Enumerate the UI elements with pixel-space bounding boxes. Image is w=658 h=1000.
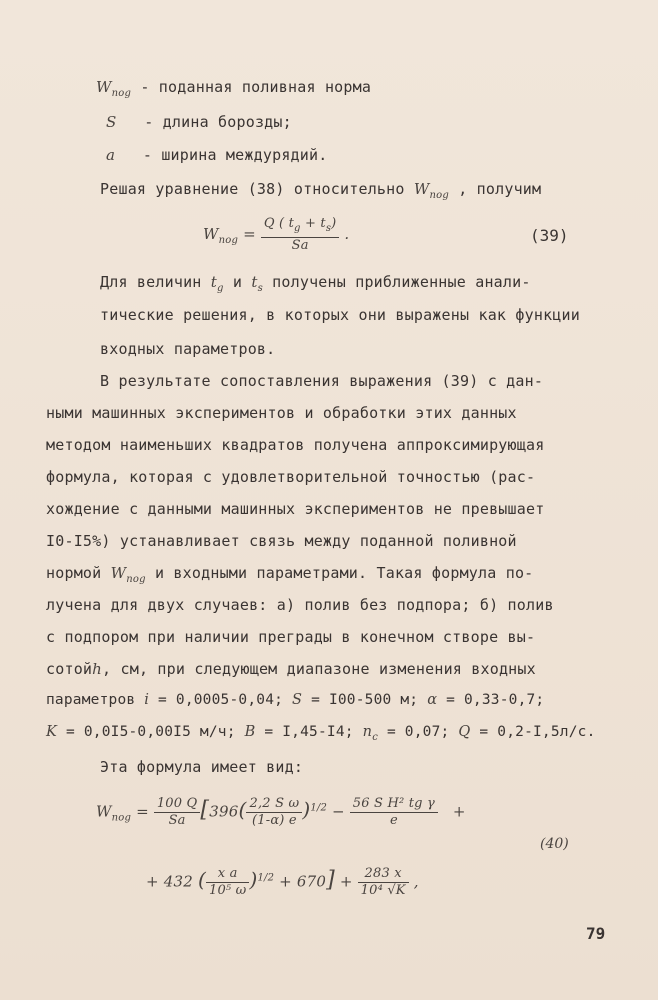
- n-symbol: n: [362, 724, 373, 740]
- para2-line10: сотойh, см, при следующем диапазоне изменения входных: [46, 660, 536, 678]
- t-s-symbol: t: [251, 273, 258, 291]
- equation-39: [203, 216, 349, 254]
- page-number: 79: [586, 924, 606, 943]
- b-symbol: B: [244, 724, 256, 740]
- eq39-numerator: Q ( $t_g + t_s$): [261, 216, 340, 238]
- eq40-lhs: W: [96, 802, 112, 821]
- para1-line2: тические решения, в которых они выражены как функции: [100, 306, 580, 324]
- eq40-fraction-1: $\frac{100 Q}{Sa}$: [154, 796, 201, 829]
- eq40-fraction-2: $\frac{\text{2,2 S ω}}{(1-\alpha) e}$: [246, 796, 302, 829]
- h-symbol: h: [92, 660, 103, 678]
- symbol-s: S: [106, 113, 117, 131]
- para2-line4: формула, которая с удовлетворительной точностью (рас-: [46, 468, 536, 486]
- solving-line-prefix: Решая уравнение (38) относительно: [100, 180, 405, 198]
- eq40-fraction-4: $\frac{\text{x a}}{\text{10⁵ ω}}$: [206, 866, 250, 899]
- solving-line: [100, 180, 541, 201]
- para2-line7: нормой $W_{поg}$ и входными параметрами. Такая формула по-: [46, 564, 534, 585]
- symbol-w-subscript: поg: [111, 88, 132, 99]
- k-symbol: K: [46, 724, 58, 740]
- definition-s: [106, 113, 292, 131]
- eq39-equals: =: [243, 225, 256, 243]
- i-symbol: i: [144, 692, 150, 708]
- definition-w: [96, 78, 371, 99]
- alpha-symbol: α: [427, 692, 438, 708]
- q-symbol: Q: [458, 724, 471, 740]
- eq40-fraction-5: $\frac{283 x}{\text{10⁴ √K}}$: [358, 866, 409, 899]
- eq39-fraction: [261, 216, 340, 254]
- definition-a-text: - ширина междурядий.: [142, 146, 328, 164]
- equation-40-line2: + 432 ( $\frac{\text{x a}}{\text{10⁵ ω}}$ )$^{1/2}$ + 670] + $\frac{283 x}{\text{10⁴ √K}}$ ,: [146, 866, 419, 898]
- definition-a: [106, 146, 327, 164]
- eq39-lhs: W: [203, 225, 219, 243]
- t-g-symbol: t: [210, 273, 218, 291]
- eq39-tail: .: [344, 225, 350, 243]
- w-pog-symbol: W: [110, 564, 127, 582]
- para2-line12: K = 0,0I5-0,00I5 м/ч; B = I,45-I4; $n_c = 0,07$; Q = 0,2-I,5л/с.: [46, 724, 596, 743]
- solving-line-suffix: , получим: [458, 180, 542, 198]
- eq39-lhs-sub: поg: [218, 235, 239, 246]
- para1-line1: Для величин $t_g$ и $t_s$ получены приближенные анали-: [100, 273, 531, 294]
- s-symbol: S: [292, 692, 303, 708]
- para2-line1: В результате сопоставления выражения (39) с дан-: [100, 372, 544, 390]
- definition-w-text: - поданная поливная норма: [140, 78, 372, 96]
- formula-intro: Эта формула имеет вид:: [100, 758, 304, 776]
- definition-s-text: - длина борозды;: [144, 113, 292, 131]
- eq39-number: (39): [530, 226, 569, 245]
- solving-line-symbol: W: [413, 180, 430, 198]
- para1-line3: входных параметров.: [100, 340, 276, 358]
- symbol-w: W: [96, 78, 112, 96]
- symbol-a: a: [106, 146, 116, 164]
- para2-line5: хождение с данными машинных экспериментов не превышает: [46, 500, 545, 518]
- para2-line3: методом наименьших квадратов получена аппроксимирующая: [46, 436, 545, 454]
- para2-line11: параметров i = 0,0005-0,04; S = I00-500 м; α = 0,33-0,7;: [46, 692, 545, 708]
- para2-line2: ными машинных экспериментов и обработки этих данных: [46, 404, 517, 422]
- equation-40-line1: $W_{поg}$ = $\frac{100 Q}{Sa}$ [396( $\frac{\text{2,2 S ω}}{(1-\alpha) e}$ )$^{1/2}$ − $\frac{\text{56 S H² tg γ}}{e}$ +: [96, 796, 466, 828]
- eq39-denominator: Sa: [291, 238, 309, 253]
- para2-line9: с подпором при наличии преграды в конечном створе вы-: [46, 628, 536, 646]
- para2-line8: лучена для двух случаев: а) полив без подпора; б) полив: [46, 596, 554, 614]
- eq40-number: (40): [540, 836, 569, 852]
- solving-line-subscript: поg: [429, 190, 449, 201]
- eq40-fraction-3: $\frac{\text{56 S H² tg γ}}{e}$: [350, 796, 438, 829]
- para2-line6: I0-I5%) устанавливает связь между поданной поливной: [46, 532, 517, 550]
